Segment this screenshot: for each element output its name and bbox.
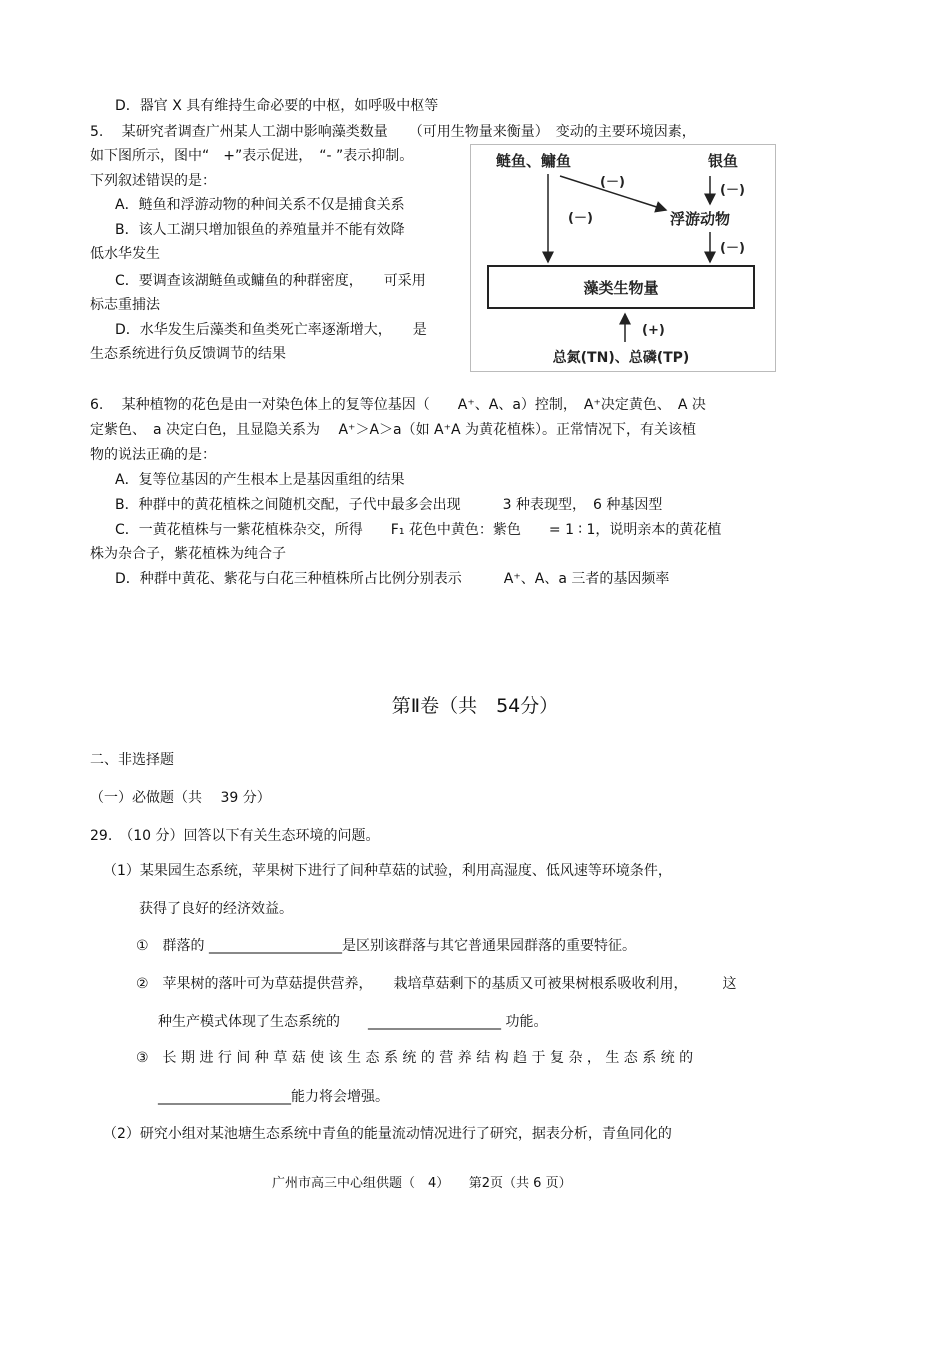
q5-option-d-line-1: D．水华发生后藻类和鱼类死亡率逐渐增大， 是: [115, 322, 427, 338]
q5-stem-line-3: 下列叙述错误的是：: [90, 173, 216, 189]
label-plus-nutrients-algae: (+): [642, 323, 665, 338]
label-minus-zooplankton-algae: (－): [720, 241, 745, 256]
q29-part1-item-1: ① 群落的 ___________________是区别该群落与其它普通果园群落的重要特征。: [136, 938, 636, 954]
q5-option-c-line-1: C．要调查该湖鲢鱼或鳙鱼的种群密度， 可采用: [115, 273, 426, 289]
label-icefish: 银鱼: [708, 152, 739, 170]
q5-option-c-line-2: 标志重捕法: [90, 297, 160, 313]
diagram-svg: [470, 144, 776, 372]
q29-part1-item-2-line-1: ② 苹果树的落叶可为草菇提供营养， 栽培草菇剩下的基质又可被果树根系吸收利用， 这: [136, 976, 737, 992]
label-minus-icefish-zooplankton: (－): [720, 183, 745, 198]
label-total-nitrogen-phosphorus: 总氮(TN)、总磷(TP): [552, 350, 690, 366]
q29-part1-item-3-line-1: ③ 长 期 进 行 间 种 草 菇 使 该 生 态 系 统 的 营 养 结 构 趋 于 复 杂 ， 生 态 系 统 的: [136, 1050, 694, 1066]
q6-option-c-line-1: C．一黄花植株与一紫花植株杂交，所得 F₁ 花色中黄色：紫色 = 1 ∶ 1，说明亲本的黄花植: [115, 522, 722, 538]
q29-part2: （2）研究小组对某池塘生态系统中青鱼的能量流动情况进行了研究，据表分析，青鱼同化的: [103, 1126, 672, 1142]
q6-option-b: B．种群中的黄花植株之间随机交配，子代中最多会出现 3 种表现型， 6 种基因型: [115, 497, 663, 513]
q5-stem-line-2: 如下图所示，图中“ +”表示促进， “- ”表示抑制。: [90, 148, 414, 164]
q6-option-c-line-2: 株为杂合子，紫花植株为纯合子: [90, 546, 286, 562]
label-algae-biomass: 藻类生物量: [583, 279, 659, 297]
q5-option-b-line-2: 低水华发生: [90, 246, 160, 262]
q6-stem-line-2: 定紫色、 a 决定白色，且显隐关系为 A⁺＞A＞a（如 A⁺A 为黄花植株）。正常情况下，有关该植: [90, 422, 697, 438]
section-title: 第Ⅱ卷（共 54分）: [391, 695, 559, 717]
q6-stem-line-3: 物的说法正确的是：: [90, 447, 216, 463]
q5-stem-line-1: 5. 某研究者调查广州某人工湖中影响藻类数量 （可用生物量来衡量） 变动的主要环境因素，: [90, 124, 696, 140]
section-part-heading: 二、非选择题: [90, 752, 174, 768]
q5-option-d-line-2: 生态系统进行负反馈调节的结果: [90, 346, 286, 362]
q5-option-a: A．鲢鱼和浮游动物的种间关系不仅是捕食关系: [115, 197, 405, 213]
label-silver-bighead-carp: 鲢鱼、鳙鱼: [496, 152, 572, 170]
q29-part1-item-3-line-2: ___________________能力将会增强。: [158, 1089, 389, 1105]
ecology-diagram: [470, 144, 776, 372]
q29-stem: 29. （10 分）回答以下有关生态环境的问题。: [90, 828, 380, 844]
q4-option-d: D．器官 X 具有维持生命必要的中枢，如呼吸中枢等: [115, 98, 439, 114]
q6-stem-line-1: 6. 某种植物的花色是由一对染色体上的复等位基因（ A⁺、A、a）控制， A⁺决定黄色、 A 决: [90, 397, 706, 413]
section-sub-heading: （一）必做题（共 39 分）: [90, 790, 271, 806]
q6-option-a: A．复等位基因的产生根本上是基因重组的结果: [115, 472, 405, 488]
q29-part1-item-2-line-2: 种生产模式体现了生态系统的 ___________________ 功能。: [158, 1014, 548, 1030]
q5-option-b-line-1: B．该人工湖只增加银鱼的养殖量并不能有效降: [115, 222, 405, 238]
label-minus-carp-zooplankton: (－): [600, 175, 625, 190]
label-zooplankton: 浮游动物: [670, 210, 731, 228]
label-minus-carp-algae: (－): [568, 211, 593, 226]
page-footer: 广州市高三中心组供题（ 4） 第2页（共 6 页）: [272, 1176, 572, 1191]
q29-part1-line-2: 获得了良好的经济效益。: [139, 901, 293, 917]
q29-part1-line-1: （1）某果园生态系统，苹果树下进行了间种草菇的试验，利用高湿度、低风速等环境条件，: [103, 863, 672, 879]
q6-option-d: D．种群中黄花、紫花与白花三种植株所占比例分别表示 A⁺、A、a 三者的基因频率: [115, 571, 670, 587]
